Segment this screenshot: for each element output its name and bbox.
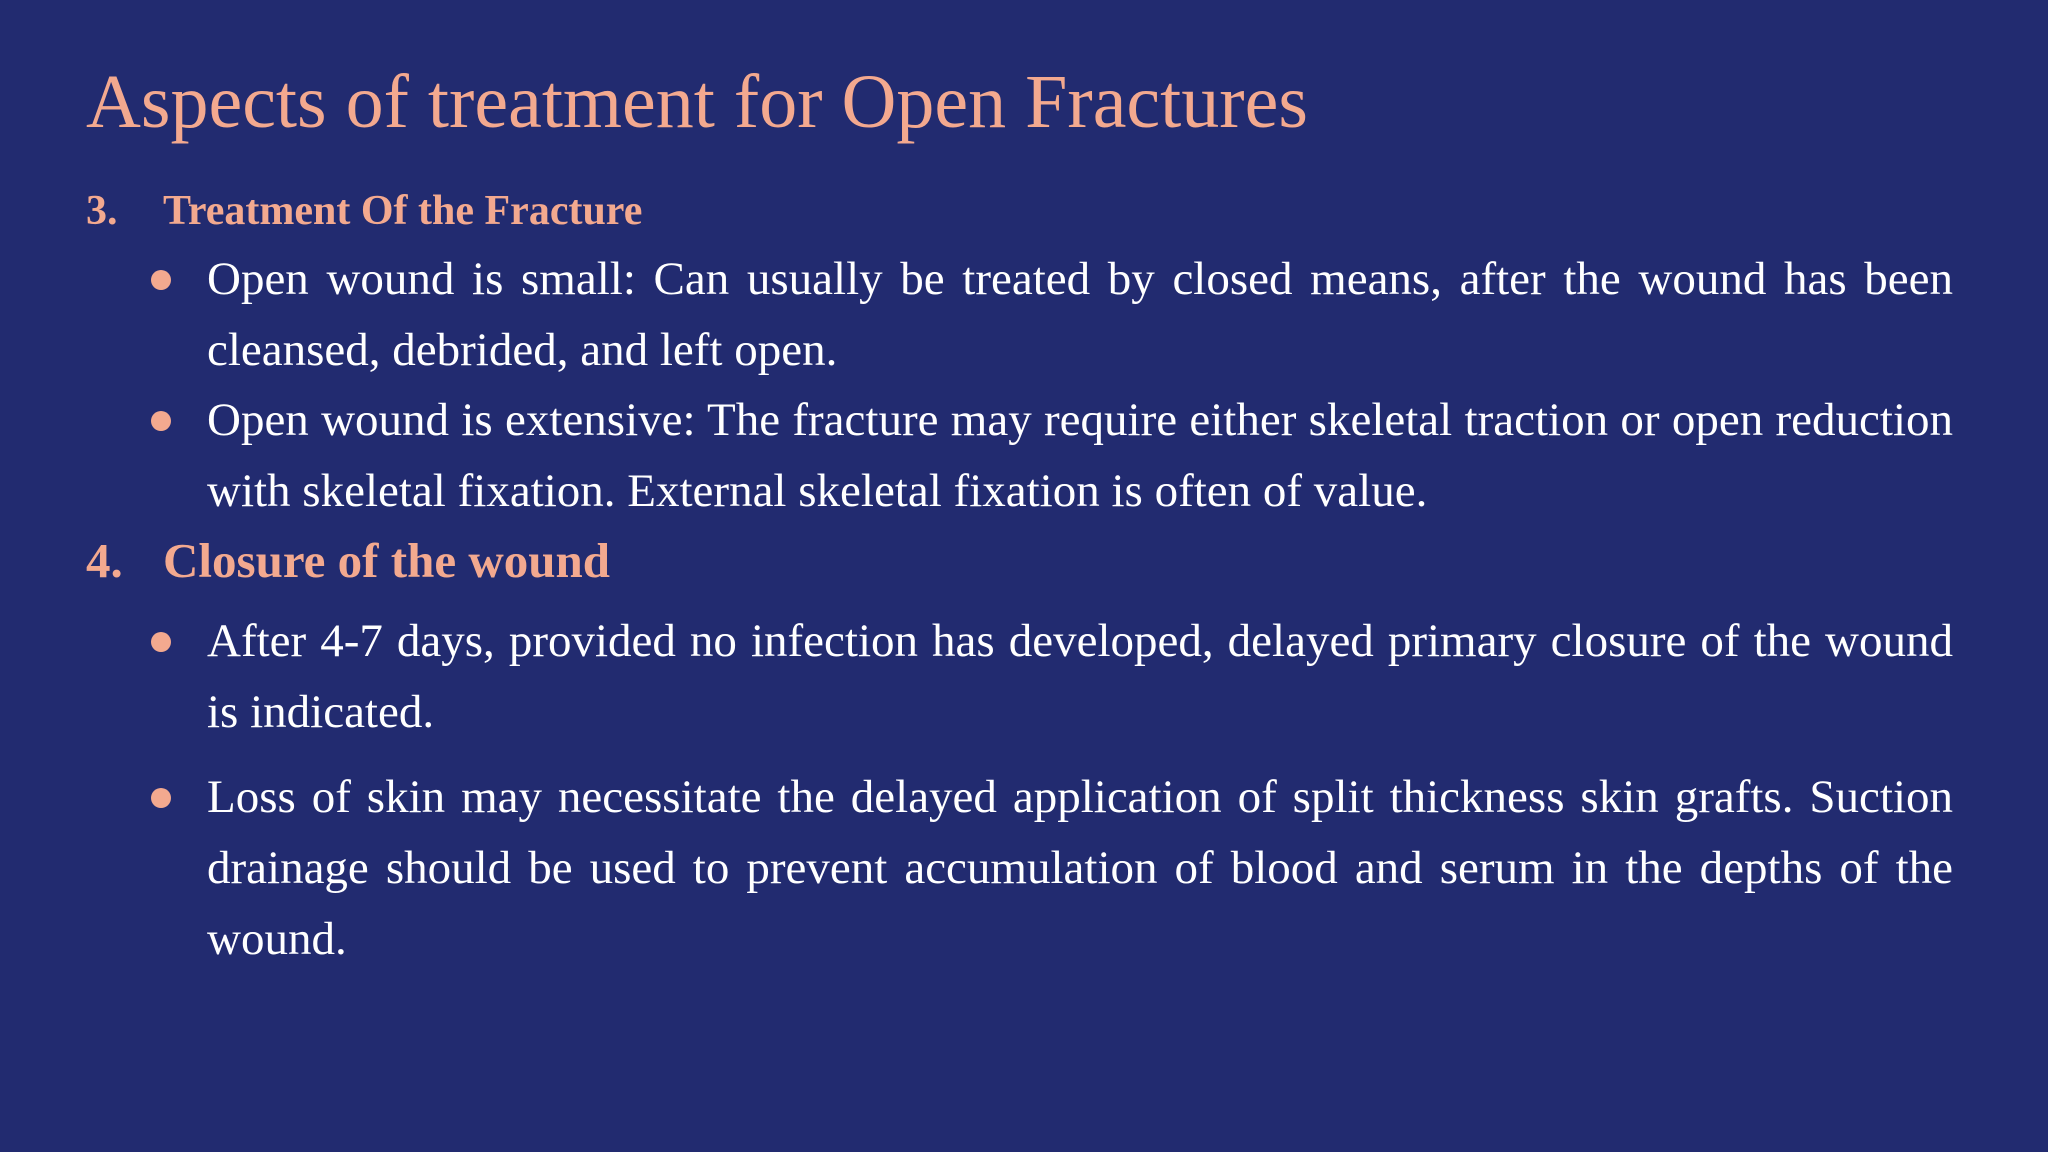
bullet-text: Open wound is extensive: The fracture may require either skeletal traction or open reduction with skeletal fixation. External skeletal fixation is often of value. xyxy=(207,394,1953,517)
bullet-item xyxy=(207,606,1953,748)
bullet-item xyxy=(207,385,1953,527)
bullet-dot-icon xyxy=(151,270,171,290)
section-heading-treatment-of-fracture xyxy=(86,183,642,239)
bullet-text: Open wound is small: Can usually be treated by closed means, after the wound has been cleansed, debrided, and left open. xyxy=(207,253,1953,376)
slide-title: Aspects of treatment for Open Fractures xyxy=(86,60,1308,144)
bullet-item xyxy=(207,762,1953,975)
bullet-dot-icon xyxy=(151,411,171,431)
bullet-text: After 4-7 days, provided no infection has developed, delayed primary closure of the wound is indicated. xyxy=(207,615,1953,738)
section-number: 3. xyxy=(86,188,118,234)
section-heading-text: Treatment Of the Fracture xyxy=(163,188,643,234)
bullet-item xyxy=(207,244,1953,386)
section-heading-text: Closure of the wound xyxy=(163,533,610,588)
section-heading-closure-of-wound xyxy=(86,530,610,592)
bullet-text: Loss of skin may necessitate the delayed application of split thickness skin grafts. Suction drainage should be used to prevent accumulation of blood and serum in the depths of the wound. xyxy=(207,771,1953,965)
bullet-dot-icon xyxy=(151,788,171,808)
section-number: 4. xyxy=(86,533,123,588)
bullet-dot-icon xyxy=(151,632,171,652)
